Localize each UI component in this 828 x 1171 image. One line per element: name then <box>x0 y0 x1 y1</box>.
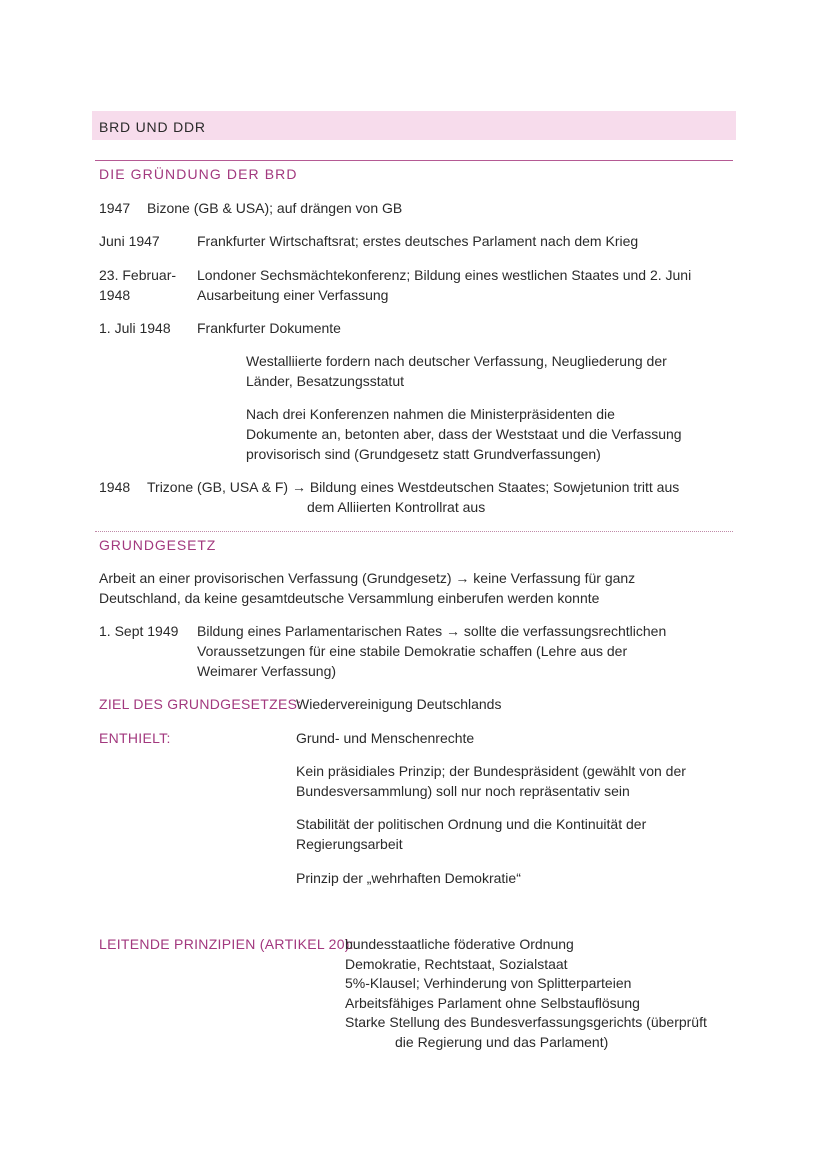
list-item-cont: die Regierung und das Parlament) <box>395 1034 609 1050</box>
event-sept-1949-text: Bildung eines Parlamentarischen Rates → sollte die verfassungsrechtlichen Voraussetzungen für eine stabile Demokratie schaffen (Lehre aus der Weimarer Verfassung) <box>197 623 667 679</box>
list-item: Starke Stellung des Bundesverfassungsgerichts (überprüft <box>345 1014 707 1030</box>
juli-detail-konferenzen: Nach drei Konferenzen nahmen die Ministerpräsidenten die Dokumente an, betonten aber, dass der Weststaat und die Verfassung provisorisch sind (Grundgesetz statt Grundverfassungen) <box>246 406 682 462</box>
list-item: bundesstaatliche föderative Ordnung <box>345 936 574 952</box>
event-juni-1947-text: Frankfurter Wirtschaftsrat; erstes deutsches Parlament nach dem Krieg <box>197 233 639 249</box>
event-1948-date: 1948 <box>99 479 131 495</box>
list-item: Demokratie, Rechtstaat, Sozialstaat <box>345 955 568 972</box>
event-februar-1948-date: 23. Februar- 1948 <box>99 267 177 303</box>
event-1947-date: 1947 <box>99 200 131 216</box>
enthielt-label: ENTHIELT: <box>99 730 171 746</box>
ziel-label: ZIEL DES GRUNDGESETZES: <box>99 696 302 712</box>
juli-detail-forderungen: Westalliierte fordern nach deutscher Verfassung, Neugliederung der Länder, Besatzungsstatut <box>246 353 667 389</box>
leitende-prinzipien-list <box>345 934 707 1032</box>
event-juli-1948-text: Frankfurter Dokumente <box>197 320 341 336</box>
section-heading-gruendung: DIE GRÜNDUNG DER BRD <box>99 166 298 182</box>
event-februar-1948-text: Londoner Sechsmächtekonferenz; Bildung eines westlichen Staates und 2. Juni Ausarbeitung einer Verfassung <box>197 267 692 303</box>
grundgesetz-intro: Arbeit an einer provisorischen Verfassung (Grundgesetz) → keine Verfassung für ganz Deutschland, da keine gesamtdeutsche Versammlung einberufen werden konnte <box>99 570 636 606</box>
enthielt-item-stabilitaet: Stabilität der politischen Ordnung und die Kontinuität der Regierungsarbeit <box>296 816 647 852</box>
event-1947-text: Bizone (GB & USA); auf drängen von GB <box>147 200 403 216</box>
section-heading-grundgesetz: GRUNDGESETZ <box>99 537 217 553</box>
document-title: BRD UND DDR <box>99 119 206 135</box>
enthielt-item-grundrechte: Grund- und Menschenrechte <box>296 730 475 746</box>
event-1948-text: Trizone (GB, USA & F) → Bildung eines Westdeutschen Staates; Sowjetunion tritt aus <box>147 479 680 495</box>
event-juni-1947-date: Juni 1947 <box>99 233 160 249</box>
event-sept-1949-date: 1. Sept 1949 <box>99 623 179 639</box>
event-1948-text-cont: dem Alliierten Kontrollrat aus <box>307 499 486 515</box>
enthielt-item-wehrhaft: Prinzip der „wehrhaften Demokratie“ <box>296 870 521 886</box>
leitende-prinzipien-label: LEITENDE PRINZIPIEN (ARTIKEL 20): <box>99 936 354 952</box>
section-divider-dotted <box>95 531 733 532</box>
ziel-text: Wiedervereinigung Deutschlands <box>296 696 502 712</box>
list-item: Arbeitsfähiges Parlament ohne Selbstauflösung <box>345 994 640 1011</box>
section-divider <box>95 160 733 161</box>
event-juli-1948-date: 1. Juli 1948 <box>99 320 171 336</box>
enthielt-item-praesident: Kein präsidiales Prinzip; der Bundespräsident (gewählt von der Bundesversammlung) soll nur noch repräsentativ sein <box>296 763 686 799</box>
list-item: 5%-Klausel; Verhinderung von Splitterparteien <box>345 975 632 991</box>
